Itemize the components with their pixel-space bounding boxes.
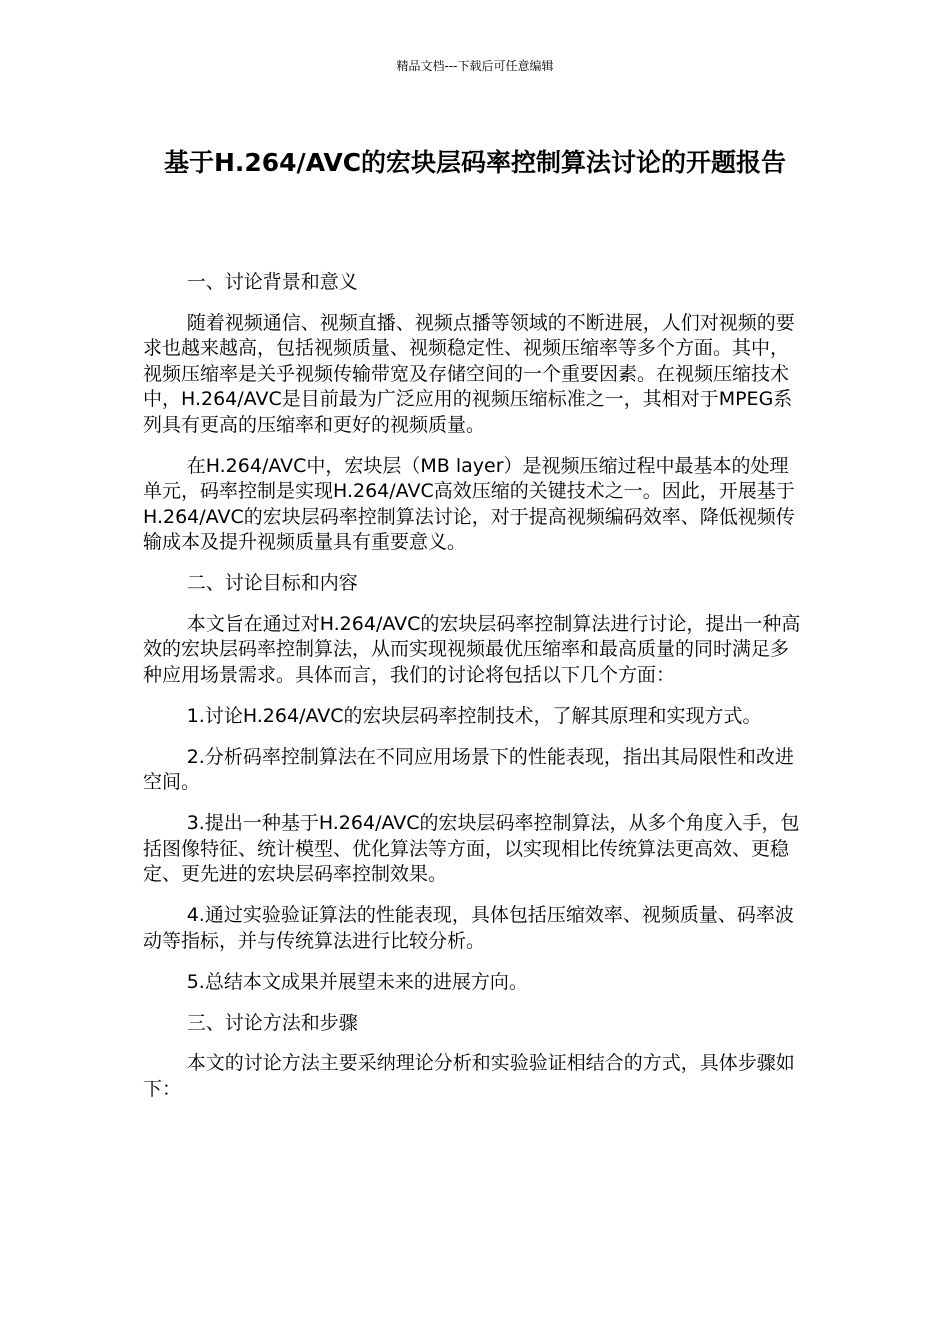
list-item-objective-4: 4.通过实验验证算法的性能表现，具体包括压缩效率、视频质量、码率波动等指标，并与传统算法进行比较分析。 bbox=[143, 904, 794, 952]
paragraph-objectives-intro: 本文旨在通过对H.264/AVC的宏块层码率控制算法进行讨论，提出一种高效的宏块层码率控制算法，从而实现视频最优压缩率和最高质量的同时满足多种应用场景需求。具体而言，我们的讨论将包括以下几个方面： bbox=[143, 612, 801, 686]
section-heading-methods: 三、讨论方法和步骤 bbox=[186, 1011, 358, 1034]
list-item-objective-3: 3.提出一种基于H.264/AVC的宏块层码率控制算法，从多个角度入手，包括图像特征、统计模型、优化算法等方面，以实现相比传统算法更高效、更稳定、更先进的宏块层码率控制效果。 bbox=[143, 812, 800, 885]
list-item-objective-5: 5.总结本文成果并展望未来的进展方向。 bbox=[186, 970, 528, 993]
list-item-objective-1: 1.讨论H.264/AVC的宏块层码率控制技术，了解其原理和实现方式。 bbox=[186, 704, 762, 727]
document-title: 基于H.264/AVC的宏块层码率控制算法讨论的开题报告 bbox=[163, 148, 787, 177]
paragraph-methods-intro: 本文的讨论方法主要采纳理论分析和实验验证相结合的方式，具体步骤如下： bbox=[143, 1052, 795, 1100]
document-body bbox=[143, 270, 807, 1118]
paragraph-background-2: 在H.264/AVC中，宏块层（MB layer）是视频压缩过程中最基本的处理单元，码率控制是实现H.264/AVC高效压缩的关键技术之一。因此，开展基于H.264/AVC的宏块层码率控制算法讨论，对于提高视频编码效率、降低视频传输成本及提升视频质量具有重要意义。 bbox=[143, 454, 795, 553]
list-item-objective-2: 2.分析码率控制算法在不同应用场景下的性能表现，指出其局限性和改进空间。 bbox=[143, 745, 794, 793]
section-heading-objectives: 二、讨论目标和内容 bbox=[186, 572, 358, 594]
section-heading-background: 一、讨论背景和意义 bbox=[186, 271, 358, 293]
page-header: 精品文档---下载后可任意编辑 bbox=[396, 59, 554, 73]
paragraph-background-1: 随着视频通信、视频直播、视频点播等领域的不断进展，人们对视频的要求也越来越高，包括视频质量、视频稳定性、视频压缩率等多个方面。其中，视频压缩率是关乎视频传输带宽及存储空间的一个重要因素。在视频压缩技术中，H.264/AVC是目前最为广泛应用的视频压缩标准之一，其相对于MPEG系列具有更高的压缩率和更好的视频质量。 bbox=[143, 311, 795, 436]
